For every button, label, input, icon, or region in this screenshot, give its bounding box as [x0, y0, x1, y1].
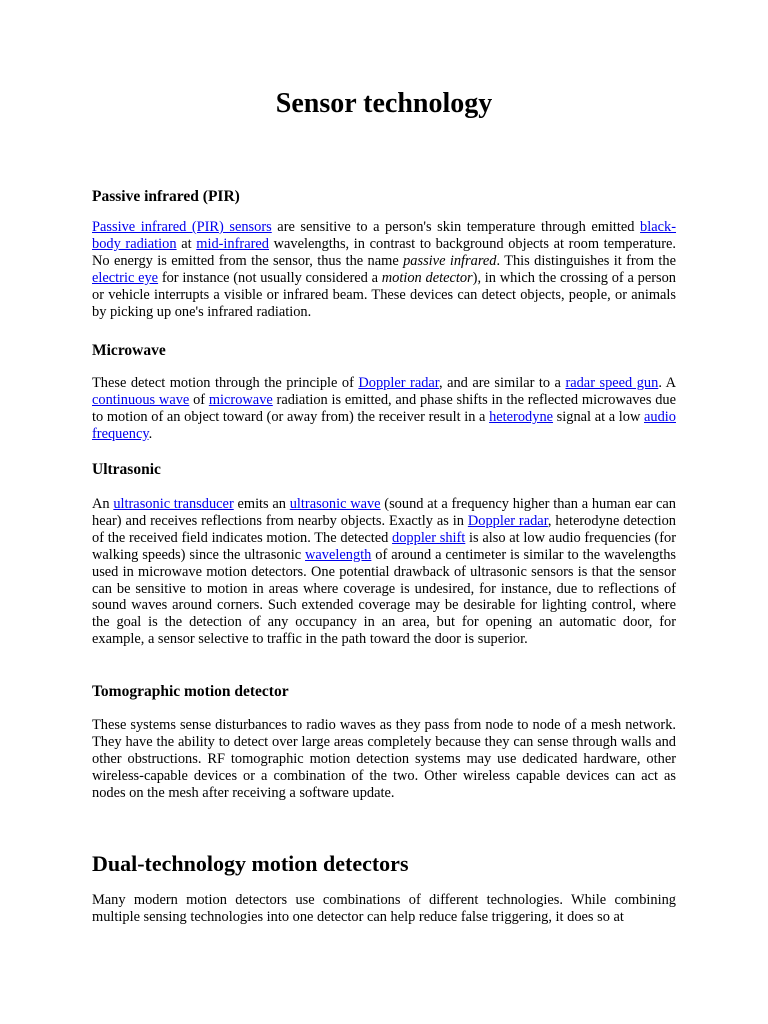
section-tomographic	[92, 681, 676, 802]
text-run: signal at a low	[553, 408, 644, 425]
section-text-pir	[92, 219, 676, 320]
section-heading-dual-technology: Dual-technology motion detectors	[92, 851, 409, 876]
link-heterodyne[interactable]: heterodyne	[489, 408, 554, 425]
section-heading-microwave: Microwave	[92, 342, 166, 359]
text-run: . This distinguishes it from the	[496, 252, 676, 269]
link-electric-eye[interactable]: electric eye	[92, 269, 159, 286]
link-passive-infrared-sensors[interactable]: Passive infrared (PIR) sensors	[92, 219, 272, 235]
text-run: is also at low audio frequencies (for walking speeds) since the ultrasonic	[92, 529, 676, 563]
text-run: wavelengths, in contrast to background objects at room temperature. No energy is emitted from the sensor, thus the name	[92, 235, 676, 269]
text-run: for instance (not usually considered a	[158, 269, 382, 286]
italic-term: passive infrared	[403, 252, 497, 269]
link-doppler-radar[interactable]: Doppler radar	[467, 512, 548, 529]
section-text-microwave	[92, 375, 676, 443]
section-text-dual-technology: Many modern motion detectors use combinations of different technologies. While combining multiple sensing technologies into one detector can help reduce false triggering, it does so at	[92, 892, 676, 925]
link-wavelength[interactable]: wavelength	[305, 546, 372, 563]
section-pir	[92, 186, 676, 320]
link-ultrasonic-wave[interactable]: ultrasonic wave	[289, 496, 381, 512]
text-run: at	[176, 235, 197, 252]
text-run: , heterodyne detection of the received field indicates motion. The detected	[92, 512, 677, 546]
text-run: of	[189, 391, 209, 408]
link-mid-infrared[interactable]: mid-infrared	[196, 235, 269, 252]
link-doppler-shift[interactable]: doppler shift	[392, 529, 466, 546]
section-ultrasonic	[92, 459, 676, 648]
text-run: . A	[658, 375, 677, 391]
text-run: of around a centimeter is similar to the wavelengths used in microwave motion detectors. One potential drawback of ultrasonic sensors is that the sensor can be sensitive to motion in areas where coverage is undesired, for instance, due to reflections of sound waves around corners. Such extended coverage may be desirable for lighting control, where the goal is the detection of any occupancy in an area, but for opening an automatic door, for example, a sensor selective to traffic in the path toward the door is superior.	[92, 546, 676, 648]
section-microwave	[92, 340, 676, 443]
section-heading-pir: Passive infrared (PIR)	[92, 188, 240, 205]
section-text-ultrasonic	[92, 496, 676, 648]
page-title: Sensor technology	[275, 88, 493, 119]
text-run: , and are similar to a	[439, 375, 566, 391]
section-heading-tomographic: Tomographic motion detector	[92, 683, 289, 700]
link-ultrasonic-transducer[interactable]: ultrasonic transducer	[113, 496, 234, 512]
text-run: are sensitive to a person's skin temperature through emitted	[271, 219, 641, 235]
link-radar-speed-gun[interactable]: radar speed gun	[565, 375, 659, 391]
link-microwave[interactable]: microwave	[208, 391, 273, 408]
text-run: (sound at a frequency higher than a human ear can hear) and receives reflections from nearby objects. Exactly as in	[92, 496, 676, 529]
text-run: ), in which the crossing of a person or vehicle interrupts a visible or infrared beam. These devices can detect objects, people, or animals by picking up one's infrared radiation.	[92, 269, 676, 320]
link-audio-frequency[interactable]: audio frequency	[92, 408, 676, 442]
section-text-tomographic: These systems sense disturbances to radio waves as they pass from node to node of a mesh network. They have the ability to detect over large areas completely because they can sense through walls and other obstructions. RF tomographic motion detection systems may use dedicated hardware, other wireless-capable devices or a combination of the two. Other wireless capable devices can act as nodes on the mesh after receiving a software update.	[92, 717, 676, 801]
text-run: .	[148, 425, 153, 442]
section-heading-ultrasonic: Ultrasonic	[92, 461, 161, 478]
italic-term: motion detector	[381, 269, 473, 286]
text-run: emits an	[233, 496, 290, 512]
text-run: An	[92, 496, 114, 512]
link-black-body-radiation[interactable]: black-body radiation	[92, 219, 677, 252]
link-continuous-wave[interactable]: continuous wave	[92, 391, 190, 408]
text-run: These detect motion through the principle of	[92, 375, 359, 391]
section-dual-technology	[92, 849, 676, 926]
text-run: radiation is emitted, and phase shifts in the reflected microwaves due to motion of an object toward (or away from) the receiver result in a	[92, 391, 676, 425]
link-doppler-radar[interactable]: Doppler radar	[358, 375, 440, 391]
